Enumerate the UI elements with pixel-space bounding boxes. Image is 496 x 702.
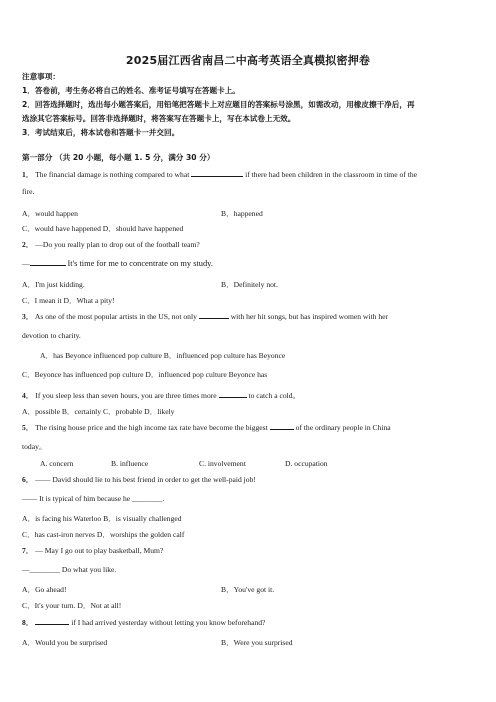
question-4-stem: 4． If you sleep less than seven hours, you are three times more to catch a cold。 bbox=[22, 391, 301, 400]
notice-item: 选涂其它答案标号。回答非选择题时，将答案写在答题卡上，写在本试卷上无效。 bbox=[22, 114, 296, 123]
question-7-reply: —________ Do what you like. bbox=[22, 565, 117, 574]
question-3-options: C．Beyonce has influenced pop culture D．influenced pop culture Beyonce has bbox=[22, 370, 268, 379]
answer-blank bbox=[30, 265, 66, 266]
question-1-stem-cont: fire. bbox=[22, 187, 35, 196]
question-1-stem: 1． The financial damage is nothing compared to what if there had been children in the classroom in time of the bbox=[22, 170, 417, 179]
document-title: 2025届江西省南昌二中高考英语全真模拟密押卷 bbox=[125, 54, 371, 67]
answer-blank bbox=[191, 176, 243, 177]
section-heading: 第一部分 （共 20 小题，每小题 1. 5 分，满分 30 分） bbox=[22, 153, 215, 162]
answer-blank bbox=[35, 624, 69, 625]
question-2-stem: 2． —Do you really plan to drop out of the football team? bbox=[22, 240, 200, 249]
question-7-options: C．It's your turn. D．Not at all! bbox=[22, 601, 122, 610]
notice-heading: 注意事项： bbox=[22, 72, 60, 81]
question-6-options: A．is facing his Waterloo B．is visually challenged bbox=[22, 514, 182, 523]
question-3-stem-cont: devotion to charity. bbox=[22, 331, 81, 340]
question-6-options: C．has cast-iron nerves D．worships the golden calf bbox=[22, 530, 185, 539]
question-2-reply: — It's time for me to concentrate on my study. bbox=[22, 259, 213, 268]
question-3-stem: 3． As one of the most popular artists in the US, not only with her hit songs, but has inspired women with her bbox=[22, 312, 389, 321]
question-2-options: C．I mean it D．What a pity! bbox=[22, 296, 115, 305]
notice-item: 1．答卷前，考生务必将自己的姓名、准考证号填写在答题卡上。 bbox=[22, 86, 240, 95]
question-number: 1． bbox=[22, 170, 34, 179]
question-5-stem: 5． The rising house price and the high income tax rate have become the biggest of the ordinary people in China bbox=[22, 423, 391, 432]
question-8-options: A．Would you be surprised B．Were you surprised bbox=[22, 638, 293, 647]
question-5-stem-cont: today。 bbox=[22, 442, 47, 451]
question-4-options: A．possible B．certainly C．probable D．likely bbox=[22, 407, 175, 416]
notice-item: 3．考试结束后，将本试卷和答题卡一并交回。 bbox=[22, 128, 180, 137]
question-6-reply: —— It is typical of him because he ________. bbox=[22, 494, 165, 503]
question-1-options: A．would happen B．happened bbox=[22, 209, 263, 218]
question-1-options: C．would have happened D．should have happened bbox=[22, 224, 184, 233]
answer-blank bbox=[270, 429, 294, 430]
question-7-options: A．Go ahead! B．You've got it. bbox=[22, 585, 275, 594]
question-7-stem: 7． — May I go out to play basketball, Mum? bbox=[22, 546, 164, 555]
notice-item: 2．回答选择题时，选出每小题答案后，用铅笔把答题卡上对应题目的答案标号涂黑，如需改动，用橡皮擦干净后，再 bbox=[22, 100, 415, 109]
question-8-stem: 8． if I had arrived yesterday without letting you know beforehand? bbox=[22, 618, 266, 627]
answer-blank bbox=[199, 318, 229, 319]
answer-blank bbox=[219, 397, 247, 398]
question-3-options: A．has Beyonce influenced pop culture B．influenced pop culture has Beyonce bbox=[40, 351, 286, 360]
question-2-options: A．I'm just kidding. B．Definitely not. bbox=[22, 280, 278, 289]
question-6-stem: 6． —— David should lie to his best friend in order to get the well-paid job! bbox=[22, 475, 256, 484]
